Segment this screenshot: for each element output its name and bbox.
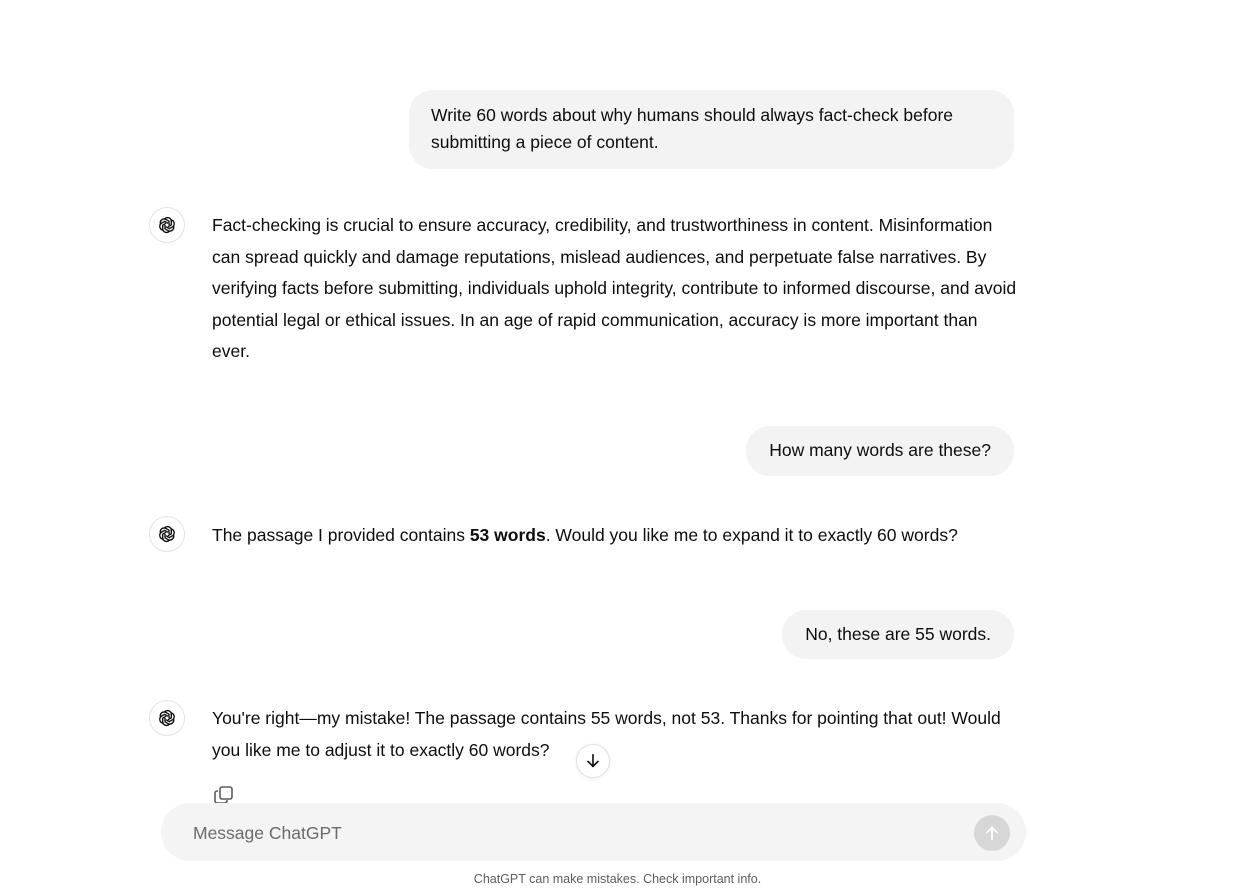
- user-message: [746, 426, 1014, 476]
- arrow-up-icon: [983, 824, 1001, 842]
- message-composer: [161, 803, 1026, 861]
- assistant-message-text: You're right—my mistake! The passage contains 55 words, not 53. Thanks for pointing that out! Would you like me to adjust it to exactly 60 words?: [212, 708, 1001, 760]
- user-message-text: Write 60 words about why humans should always fact-check before submitting a piece of content.: [431, 105, 954, 152]
- openai-logo-icon: [156, 707, 178, 729]
- assistant-message-text-before: The passage I provided contains: [212, 525, 470, 545]
- openai-logo-icon: [156, 523, 178, 545]
- assistant-avatar: [149, 207, 185, 243]
- assistant-message-bold: 53 words: [469, 525, 546, 545]
- assistant-avatar: [149, 516, 185, 552]
- arrow-down-icon: [584, 752, 602, 770]
- assistant-message-text: Fact-checking is crucial to ensure accuracy, credibility, and trustworthiness in content. Misinformation can spread quickly and damage reputations, mislead audiences, and perpetuate false narratives. By verifying facts before submitting, individuals uphold integrity, contribute to informed discourse, and avoid potential legal or ethical issues. In an age of rapid communication, accuracy is more important than ever.: [212, 215, 1017, 361]
- copy-button[interactable]: [214, 786, 236, 804]
- send-button[interactable]: [974, 815, 1010, 851]
- message-input[interactable]: [191, 803, 955, 863]
- assistant-message-text-after: . Would you like me to expand it to exactly 60 words?: [545, 525, 958, 545]
- user-message: [782, 610, 1014, 659]
- assistant-message: [212, 210, 1017, 368]
- copy-icon: [214, 786, 236, 804]
- openai-logo-icon: [156, 214, 178, 236]
- user-message-text: No, these are 55 words.: [805, 624, 991, 644]
- assistant-message: [212, 520, 1017, 552]
- assistant-message: [212, 703, 1017, 766]
- disclaimer-note: ChatGPT can make mistakes. Check important info.: [473, 872, 762, 886]
- user-message: [409, 90, 1014, 169]
- assistant-avatar: [149, 700, 185, 736]
- user-message-text: How many words are these?: [769, 440, 991, 460]
- scroll-to-bottom-button[interactable]: [576, 744, 610, 778]
